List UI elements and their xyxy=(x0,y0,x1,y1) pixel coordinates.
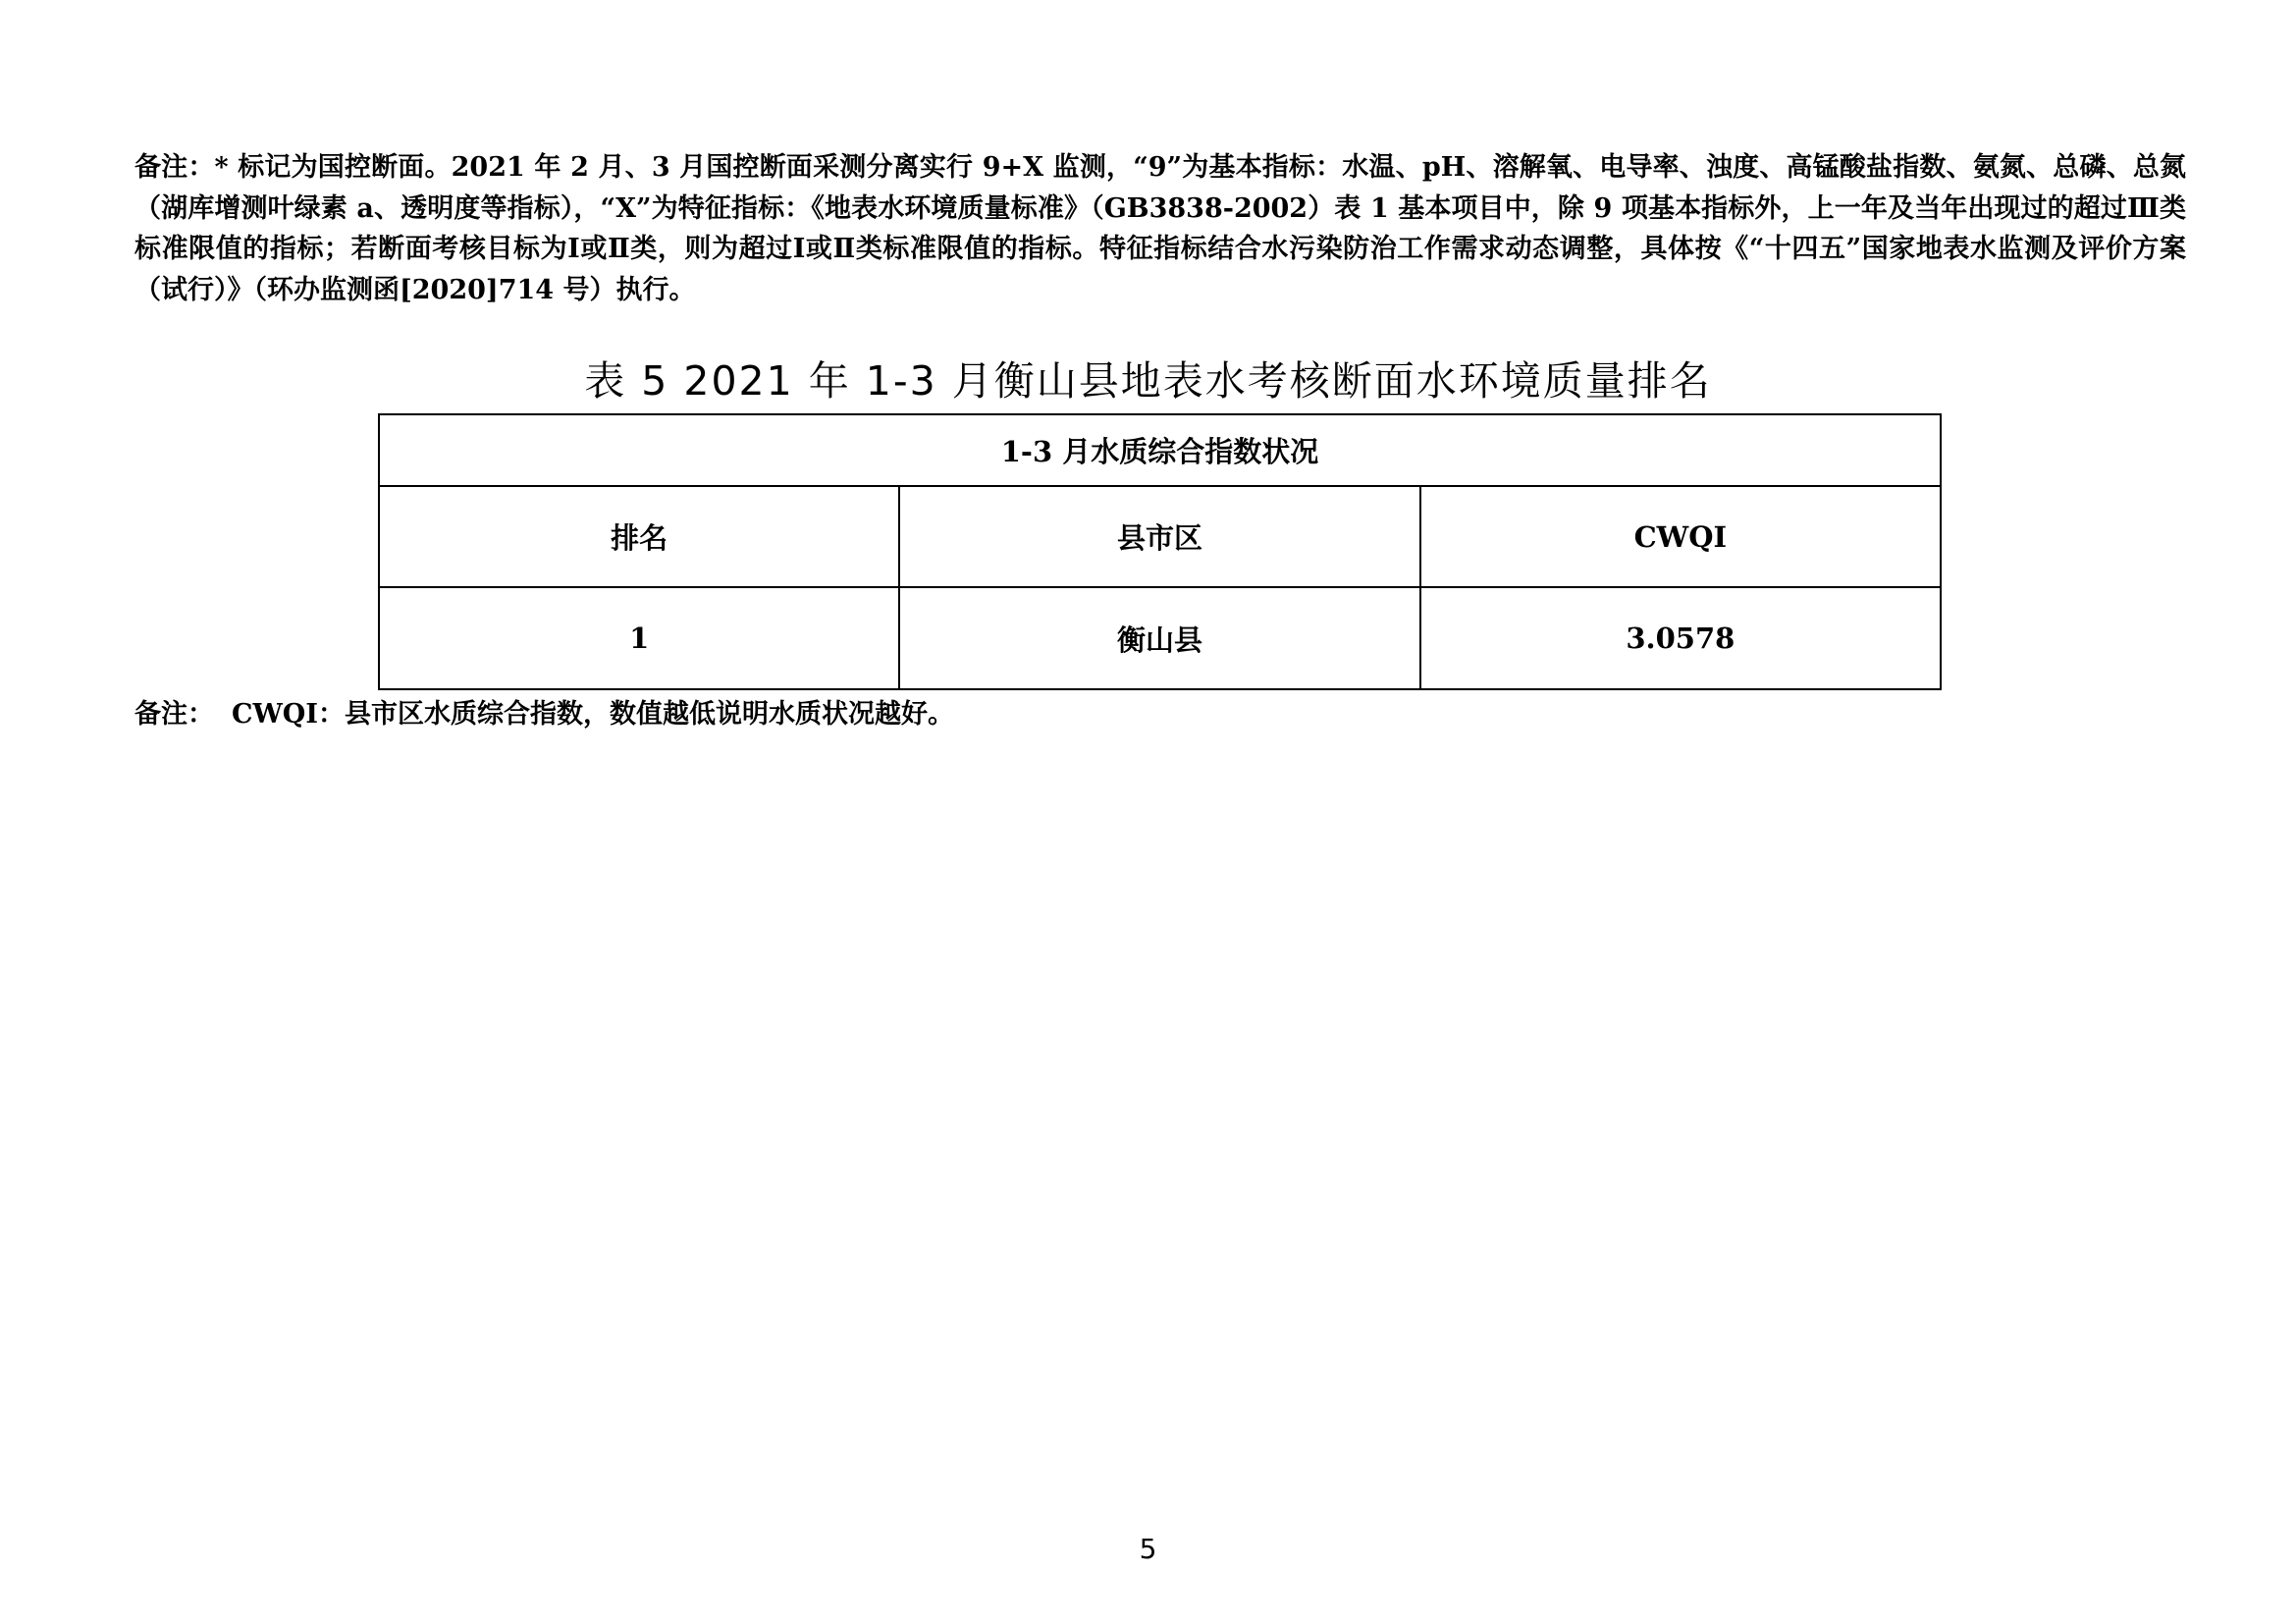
column-header-row xyxy=(379,486,1941,587)
cell-rank: 1 xyxy=(379,587,899,689)
ranking-table xyxy=(378,413,1942,690)
page-number: 5 xyxy=(1139,1533,1157,1565)
table-title: 表 5 2021 年 1-3 月衡山县地表水考核断面水环境质量排名 xyxy=(584,357,1712,405)
column-header-rank: 排名 xyxy=(379,486,899,587)
table-header: 1-3 月水质综合指数状况 xyxy=(379,414,1941,486)
cell-district: 衡山县 xyxy=(899,587,1419,689)
table-row xyxy=(379,587,1941,689)
bottom-note-prefix: 备注： xyxy=(134,699,214,730)
bottom-note xyxy=(134,695,954,734)
bottom-note-text: CWQI：县市区水质综合指数，数值越低说明水质状况越好。 xyxy=(232,699,954,730)
table-header-row xyxy=(379,414,1941,486)
column-header-cwqi: CWQI xyxy=(1420,486,1941,587)
column-header-district: 县市区 xyxy=(899,486,1419,587)
cell-cwqi: 3.0578 xyxy=(1420,587,1941,689)
top-note: 备注：* 标记为国控断面。2021 年 2 月、3 月国控断面采测分离实行 9+X 监测，“9”为基本指标：水温、pH、溶解氧、电导率、浊度、高锰酸盐指数、氨氮、总磷、总氮（湖库增测叶绿素 a、透明度等指标），“X”为特征指标：《地表水环境质量标准》（GB3838-2002）表 1 基本项目中，除 9 项基本指标外，上一年及当年出现过的超过Ⅲ类标准限值的指标；若断面考核目标为Ⅰ或Ⅱ类，则为超过Ⅰ或Ⅱ类标准限值的指标。特征指标结合水污染防治工作需求动态调整，具体按《“十四五”国家地表水监测及评价方案（试行）》（环办监测函[2020]714 号）执行。 xyxy=(134,152,2186,305)
